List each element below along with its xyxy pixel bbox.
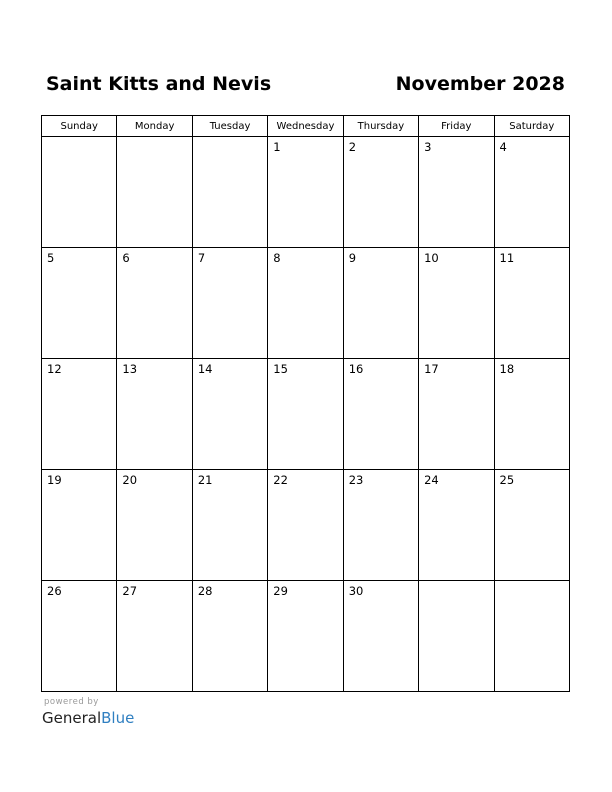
day-number: 5 (47, 251, 55, 265)
week-row-2 (42, 248, 570, 359)
weekday-wednesday: Wednesday (268, 116, 343, 137)
day-cell (268, 359, 343, 470)
day-cell (268, 248, 343, 359)
day-cell (117, 359, 192, 470)
day-cell (343, 248, 418, 359)
day-cell (419, 248, 494, 359)
day-number: 10 (424, 251, 439, 265)
day-cell (343, 470, 418, 581)
day-number (117, 137, 191, 140)
brand-name (42, 708, 134, 728)
day-cell (343, 137, 418, 248)
week-row-3 (42, 359, 570, 470)
weekday-header-row (42, 116, 570, 137)
day-cell (268, 581, 343, 692)
day-cell (42, 248, 117, 359)
day-number (42, 137, 116, 140)
day-number: 25 (499, 473, 515, 487)
day-number: 19 (47, 473, 62, 487)
day-number: 16 (348, 362, 364, 376)
day-number: 8 (273, 251, 281, 265)
day-number: 18 (499, 362, 515, 376)
day-cell (42, 359, 117, 470)
day-cell (192, 137, 267, 248)
day-cell (494, 137, 569, 248)
day-number: 4 (499, 140, 507, 154)
day-number: 20 (122, 473, 138, 487)
day-cell (494, 581, 569, 692)
day-cell (268, 137, 343, 248)
day-number (419, 581, 493, 584)
brand-general-text: General (42, 709, 102, 727)
day-number: 27 (122, 584, 138, 598)
day-cell (343, 581, 418, 692)
week-row-4 (42, 470, 570, 581)
day-number: 7 (197, 251, 206, 265)
day-cell (42, 581, 117, 692)
day-number (193, 137, 267, 140)
day-cell (419, 581, 494, 692)
day-number: 11 (499, 251, 515, 265)
day-number: 29 (273, 584, 288, 598)
day-cell (192, 248, 267, 359)
day-cell (494, 359, 569, 470)
powered-by-label: powered by (44, 697, 99, 707)
day-number: 30 (348, 584, 364, 598)
day-number: 9 (348, 251, 357, 265)
calendar-grid (41, 115, 570, 692)
day-cell (494, 248, 569, 359)
weekday-friday: Friday (419, 116, 494, 137)
day-cell (192, 359, 267, 470)
day-number: 1 (273, 140, 281, 154)
weekday-thursday: Thursday (343, 116, 418, 137)
day-cell (343, 359, 418, 470)
day-number: 22 (273, 473, 288, 487)
day-number: 13 (122, 362, 138, 376)
day-number: 12 (47, 362, 62, 376)
weekday-monday: Monday (117, 116, 192, 137)
day-cell (494, 470, 569, 581)
day-number: 14 (197, 362, 213, 376)
day-number: 23 (348, 473, 364, 487)
day-cell (192, 581, 267, 692)
day-cell (117, 137, 192, 248)
day-cell (419, 470, 494, 581)
day-number: 15 (273, 362, 288, 376)
day-number: 24 (424, 473, 439, 487)
day-number: 28 (197, 584, 213, 598)
day-cell (192, 470, 267, 581)
week-row-5 (42, 581, 570, 692)
month-year-title: November 2028 (395, 73, 565, 95)
day-cell (268, 470, 343, 581)
day-number: 2 (348, 140, 357, 154)
day-cell (117, 581, 192, 692)
brand-blue-text: Blue (101, 709, 135, 727)
day-cell (42, 137, 117, 248)
day-cell (42, 470, 117, 581)
weekday-sunday: Sunday (42, 116, 117, 137)
day-number: 3 (424, 140, 432, 154)
day-cell (419, 359, 494, 470)
weekday-tuesday: Tuesday (192, 116, 267, 137)
day-cell (117, 248, 192, 359)
generalblue-logo[interactable] (42, 697, 134, 728)
country-title: Saint Kitts and Nevis (46, 73, 272, 95)
week-row-1 (42, 137, 570, 248)
day-number (495, 581, 569, 584)
day-cell (117, 470, 192, 581)
weekday-saturday: Saturday (494, 116, 569, 137)
day-cell (419, 137, 494, 248)
day-number: 26 (47, 584, 62, 598)
day-number: 21 (197, 473, 213, 487)
day-number: 17 (424, 362, 439, 376)
day-number: 6 (122, 251, 130, 265)
